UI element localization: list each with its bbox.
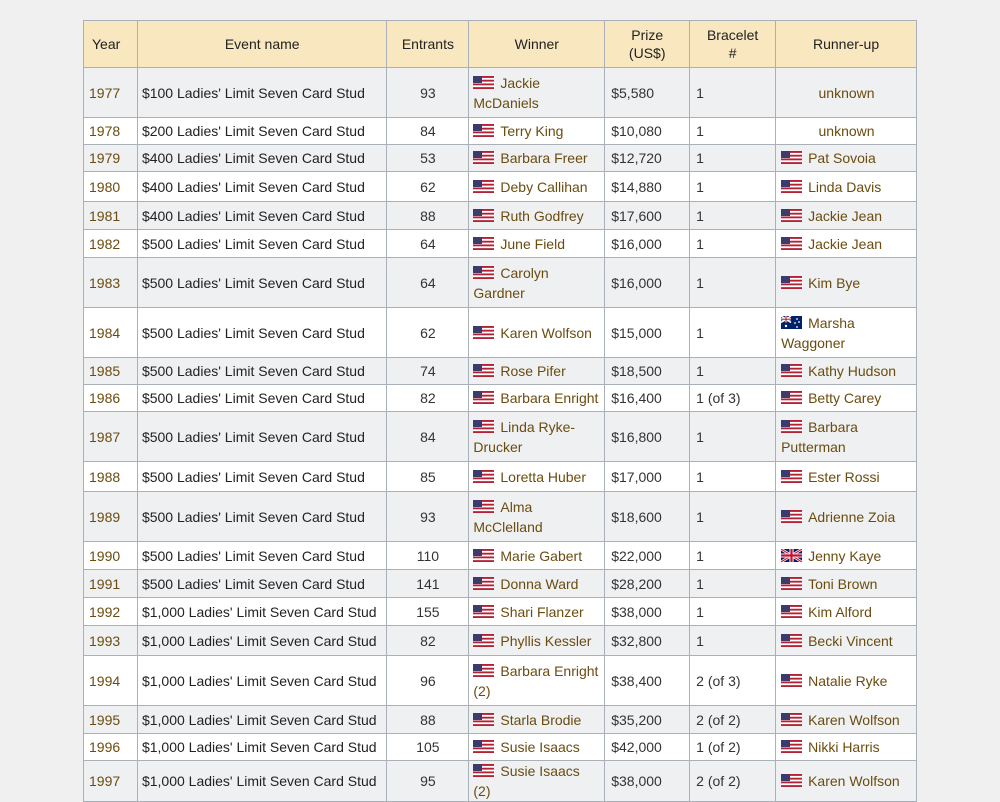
cell-winner[interactable] [469, 230, 605, 258]
us-flag-icon [781, 420, 802, 433]
cell-year: 1995 [84, 706, 138, 734]
cell-event: $1,000 Ladies' Limit Seven Card Stud [137, 626, 387, 656]
cell-event: $500 Ladies' Limit Seven Card Stud [137, 570, 387, 598]
us-flag-icon [781, 237, 802, 250]
us-flag-icon [473, 326, 494, 339]
table-row [84, 258, 917, 308]
winner-name-link[interactable]: Karen Wolfson [500, 324, 592, 341]
cell-event: $500 Ladies' Limit Seven Card Stud [137, 308, 387, 358]
header-winner: Winner [469, 21, 605, 68]
cell-winner[interactable] [469, 385, 605, 412]
cell-winner[interactable] [469, 68, 605, 118]
runner-up-name[interactable]: Toni Brown [808, 575, 878, 592]
cell-event: $500 Ladies' Limit Seven Card Stud [137, 385, 387, 412]
winner-name-link[interactable]: Jackie McDaniels [473, 74, 541, 111]
cell-year: 1991 [84, 570, 138, 598]
cell-runner-up[interactable] [776, 706, 917, 734]
winner-name-link[interactable]: Loretta Huber [500, 468, 586, 485]
cell-entrants: 93 [387, 68, 469, 118]
cell-event: $500 Ladies' Limit Seven Card Stud [137, 258, 387, 308]
us-flag-icon [473, 470, 494, 483]
runner-up-name[interactable]: Betty Carey [808, 390, 882, 406]
table-row [84, 358, 917, 385]
table-row [84, 598, 917, 626]
cell-bracelet: 1 [690, 68, 776, 118]
cell-event: $200 Ladies' Limit Seven Card Stud [137, 118, 387, 145]
cell-runner-up[interactable] [776, 172, 917, 202]
cell-entrants: 82 [387, 626, 469, 656]
cell-winner[interactable] [469, 734, 605, 761]
cell-year: 1987 [84, 412, 138, 462]
cell-prize: $18,500 [605, 358, 690, 385]
cell-bracelet: 1 [690, 412, 776, 462]
cell-year: 1984 [84, 308, 138, 358]
us-flag-icon [781, 209, 802, 222]
runner-up-name[interactable]: Kim Alford [808, 603, 872, 620]
cell-winner[interactable] [469, 172, 605, 202]
cell-winner[interactable] [469, 145, 605, 172]
runner-up-name: unknown [818, 123, 875, 139]
header-event: Event name [137, 21, 387, 68]
runner-up-name[interactable]: Jenny Kaye [808, 547, 882, 564]
cell-runner-up[interactable] [776, 412, 917, 462]
winner-name-link[interactable]: Deby Callihan [500, 178, 588, 195]
cell-prize: $38,000 [605, 761, 690, 802]
cell-year: 1996 [84, 734, 138, 761]
winner-name-link[interactable]: Barbara Enright [500, 390, 599, 406]
runner-up-name[interactable]: Adrienne Zoia [808, 508, 896, 525]
cell-prize: $28,200 [605, 570, 690, 598]
cell-event: $500 Ladies' Limit Seven Card Stud [137, 462, 387, 492]
us-flag-icon [473, 391, 494, 404]
cell-entrants: 110 [387, 542, 469, 570]
cell-entrants: 82 [387, 385, 469, 412]
header-year: Year [84, 21, 138, 68]
cell-year: 1979 [84, 145, 138, 172]
cell-bracelet: 1 [690, 626, 776, 656]
cell-bracelet: 1 [690, 172, 776, 202]
cell-winner[interactable] [469, 412, 605, 462]
cell-bracelet: 1 [690, 202, 776, 230]
cell-bracelet: 1 [690, 145, 776, 172]
runner-up-name[interactable]: Becki Vincent [808, 632, 893, 649]
us-flag-icon [473, 500, 494, 513]
cell-entrants: 88 [387, 202, 469, 230]
winner-name-link[interactable]: Ruth Godfrey [500, 207, 584, 224]
cell-bracelet: 1 [690, 230, 776, 258]
runner-up-name[interactable]: Marsha Waggoner [781, 314, 855, 351]
header-entrants: Entrants [387, 21, 469, 68]
us-flag-icon [473, 577, 494, 590]
us-flag-icon [473, 764, 494, 777]
cell-entrants: 95 [387, 761, 469, 802]
cell-winner[interactable] [469, 598, 605, 626]
header-bracelet [690, 21, 776, 68]
us-flag-icon [781, 713, 802, 726]
header-prize-line1: Prize [631, 27, 664, 43]
us-flag-icon [473, 266, 494, 279]
us-flag-icon [781, 510, 802, 523]
winner-name-link[interactable]: Susie Isaacs [500, 739, 580, 755]
winner-name-link[interactable]: June Field [500, 235, 565, 252]
cell-event: $400 Ladies' Limit Seven Card Stud [137, 145, 387, 172]
runner-up-name: unknown [818, 84, 875, 101]
us-flag-icon [781, 180, 802, 193]
au-flag-icon [781, 316, 802, 329]
cell-winner[interactable] [469, 656, 605, 706]
cell-winner[interactable] [469, 761, 605, 802]
cell-entrants: 62 [387, 308, 469, 358]
winner-name-link[interactable]: Shari Flanzer [500, 603, 584, 620]
us-flag-icon [473, 151, 494, 164]
cell-runner-up[interactable] [776, 734, 917, 761]
table-row [84, 706, 917, 734]
runner-up-name[interactable]: Barbara Putterman [781, 418, 858, 455]
us-flag-icon [781, 634, 802, 647]
us-flag-icon [781, 470, 802, 483]
table-row [84, 492, 917, 542]
cell-event: $500 Ladies' Limit Seven Card Stud [137, 412, 387, 462]
runner-up-name[interactable]: Kathy Hudson [808, 363, 897, 379]
cell-runner-up[interactable] [776, 542, 917, 570]
us-flag-icon [473, 237, 494, 250]
runner-up-name[interactable]: Karen Wolfson [808, 711, 900, 728]
cell-prize: $32,800 [605, 626, 690, 656]
cell-year: 1986 [84, 385, 138, 412]
cell-winner[interactable] [469, 492, 605, 542]
winner-name-link[interactable]: Phyllis Kessler [500, 632, 592, 649]
us-flag-icon [473, 713, 494, 726]
cell-entrants: 141 [387, 570, 469, 598]
cell-year: 1993 [84, 626, 138, 656]
cell-runner-up[interactable] [776, 145, 917, 172]
cell-year: 1988 [84, 462, 138, 492]
cell-runner-up[interactable] [776, 358, 917, 385]
winner-name-link[interactable]: Terry King [500, 123, 564, 139]
table-row [84, 761, 917, 802]
cell-entrants: 64 [387, 258, 469, 308]
cell-bracelet: 2 (of 2) [690, 761, 776, 802]
cell-bracelet: 1 [690, 118, 776, 145]
table-row [84, 230, 917, 258]
cell-runner-up[interactable] [776, 598, 917, 626]
cell-winner[interactable] [469, 358, 605, 385]
cell-prize: $16,000 [605, 258, 690, 308]
us-flag-icon [781, 364, 802, 377]
cell-entrants: 62 [387, 172, 469, 202]
cell-prize: $14,880 [605, 172, 690, 202]
cell-runner-up[interactable] [776, 258, 917, 308]
winner-name-link[interactable]: Rose Pifer [500, 363, 566, 379]
cell-prize: $42,000 [605, 734, 690, 761]
cell-runner-up[interactable] [776, 385, 917, 412]
table-row [84, 656, 917, 706]
cell-prize: $38,000 [605, 598, 690, 626]
us-flag-icon [473, 76, 494, 89]
header-prize-line2: (US$) [628, 45, 666, 61]
cell-prize: $16,000 [605, 230, 690, 258]
cell-year: 1977 [84, 68, 138, 118]
runner-up-name[interactable]: Jackie Jean [808, 207, 883, 224]
table-row [84, 626, 917, 656]
table-row [84, 462, 917, 492]
cell-event: $500 Ladies' Limit Seven Card Stud [137, 230, 387, 258]
cell-runner-up[interactable] [776, 462, 917, 492]
us-flag-icon [473, 605, 494, 618]
cell-runner-up[interactable] [776, 492, 917, 542]
header-row [84, 21, 917, 68]
cell-event: $100 Ladies' Limit Seven Card Stud [137, 68, 387, 118]
results-table [83, 20, 917, 802]
cell-winner[interactable] [469, 202, 605, 230]
cell-prize: $22,000 [605, 542, 690, 570]
runner-up-name[interactable]: Karen Wolfson [808, 773, 900, 789]
table-row [84, 385, 917, 412]
cell-bracelet: 1 [690, 258, 776, 308]
us-flag-icon [473, 124, 494, 137]
cell-year: 1982 [84, 230, 138, 258]
cell-runner-up [776, 118, 917, 145]
cell-bracelet: 1 (of 3) [690, 385, 776, 412]
cell-bracelet: 1 (of 2) [690, 734, 776, 761]
cell-prize: $35,200 [605, 706, 690, 734]
cell-winner[interactable] [469, 462, 605, 492]
cell-event: $1,000 Ladies' Limit Seven Card Stud [137, 734, 387, 761]
cell-entrants: 155 [387, 598, 469, 626]
winner-name-link[interactable]: Barbara Enright (2) [473, 662, 599, 699]
table-row [84, 68, 917, 118]
cell-runner-up[interactable] [776, 626, 917, 656]
cell-bracelet: 1 [690, 462, 776, 492]
cell-entrants: 84 [387, 118, 469, 145]
table-body [84, 68, 917, 802]
cell-winner[interactable] [469, 118, 605, 145]
cell-winner[interactable] [469, 258, 605, 308]
cell-year: 1978 [84, 118, 138, 145]
cell-year: 1990 [84, 542, 138, 570]
us-flag-icon [473, 634, 494, 647]
cell-year: 1997 [84, 761, 138, 802]
table-row [84, 412, 917, 462]
cell-winner[interactable] [469, 626, 605, 656]
cell-entrants: 96 [387, 656, 469, 706]
winner-name-link[interactable]: Linda Ryke-Drucker [473, 418, 576, 455]
cell-prize: $38,400 [605, 656, 690, 706]
runner-up-name[interactable]: Natalie Ryke [808, 672, 888, 689]
us-flag-icon [473, 420, 494, 433]
cell-year: 1994 [84, 656, 138, 706]
table-row [84, 172, 917, 202]
winner-name-link[interactable]: Marie Gabert [500, 547, 583, 564]
us-flag-icon [473, 549, 494, 562]
cell-event: $400 Ladies' Limit Seven Card Stud [137, 202, 387, 230]
cell-entrants: 85 [387, 462, 469, 492]
cell-winner[interactable] [469, 308, 605, 358]
cell-event: $400 Ladies' Limit Seven Card Stud [137, 172, 387, 202]
cell-bracelet: 1 [690, 358, 776, 385]
cell-runner-up [776, 68, 917, 118]
table-row [84, 734, 917, 761]
cell-entrants: 105 [387, 734, 469, 761]
runner-up-name[interactable]: Pat Sovoia [808, 150, 876, 166]
cell-prize: $10,080 [605, 118, 690, 145]
cell-bracelet: 1 [690, 542, 776, 570]
us-flag-icon [781, 605, 802, 618]
header-bracelet-line2: # [728, 45, 737, 61]
header-prize [605, 21, 690, 68]
us-flag-icon [781, 674, 802, 687]
cell-event: $1,000 Ladies' Limit Seven Card Stud [137, 656, 387, 706]
cell-prize: $17,000 [605, 462, 690, 492]
cell-prize: $12,720 [605, 145, 690, 172]
cell-entrants: 53 [387, 145, 469, 172]
cell-winner[interactable] [469, 570, 605, 598]
us-flag-icon [781, 276, 802, 289]
cell-prize: $17,600 [605, 202, 690, 230]
cell-prize: $16,800 [605, 412, 690, 462]
us-flag-icon [473, 209, 494, 222]
header-runner-up: Runner-up [776, 21, 917, 68]
table-row [84, 202, 917, 230]
cell-runner-up[interactable] [776, 570, 917, 598]
winner-name-link[interactable]: Barbara Freer [500, 150, 588, 166]
cell-entrants: 74 [387, 358, 469, 385]
winner-name-link[interactable]: Carolyn Gardner [473, 264, 549, 301]
cell-entrants: 64 [387, 230, 469, 258]
cell-year: 1981 [84, 202, 138, 230]
table-row [84, 308, 917, 358]
cell-entrants: 88 [387, 706, 469, 734]
cell-year: 1980 [84, 172, 138, 202]
table-row [84, 118, 917, 145]
cell-prize: $15,000 [605, 308, 690, 358]
table-row [84, 542, 917, 570]
cell-bracelet: 1 [690, 570, 776, 598]
winner-name-link[interactable]: Susie Isaacs (2) [473, 763, 580, 799]
cell-bracelet: 2 (of 2) [690, 706, 776, 734]
table-row [84, 145, 917, 172]
us-flag-icon [473, 740, 494, 753]
cell-event: $1,000 Ladies' Limit Seven Card Stud [137, 761, 387, 802]
cell-entrants: 84 [387, 412, 469, 462]
us-flag-icon [473, 364, 494, 377]
cell-year: 1985 [84, 358, 138, 385]
runner-up-name[interactable]: Nikki Harris [808, 739, 880, 755]
us-flag-icon [781, 577, 802, 590]
cell-bracelet: 1 [690, 492, 776, 542]
us-flag-icon [781, 151, 802, 164]
cell-bracelet: 1 [690, 598, 776, 626]
us-flag-icon [473, 664, 494, 677]
us-flag-icon [781, 774, 802, 787]
winner-name-link[interactable]: Donna Ward [500, 575, 579, 592]
cell-prize: $5,580 [605, 68, 690, 118]
cell-bracelet: 2 (of 3) [690, 656, 776, 706]
cell-entrants: 93 [387, 492, 469, 542]
cell-winner[interactable] [469, 542, 605, 570]
header-bracelet-line1: Bracelet [706, 27, 759, 43]
cell-event: $500 Ladies' Limit Seven Card Stud [137, 358, 387, 385]
cell-event: $1,000 Ladies' Limit Seven Card Stud [137, 598, 387, 626]
cell-prize: $16,400 [605, 385, 690, 412]
us-flag-icon [781, 740, 802, 753]
table-row [84, 570, 917, 598]
us-flag-icon [473, 180, 494, 193]
cell-prize: $18,600 [605, 492, 690, 542]
cell-runner-up[interactable] [776, 230, 917, 258]
cell-year: 1989 [84, 492, 138, 542]
cell-year: 1992 [84, 598, 138, 626]
runner-up-name[interactable]: Kim Bye [808, 274, 861, 291]
cell-event: $500 Ladies' Limit Seven Card Stud [137, 542, 387, 570]
cell-event: $500 Ladies' Limit Seven Card Stud [137, 492, 387, 542]
cell-bracelet: 1 [690, 308, 776, 358]
cell-winner[interactable] [469, 706, 605, 734]
cell-runner-up[interactable] [776, 656, 917, 706]
cell-runner-up[interactable] [776, 202, 917, 230]
us-flag-icon [781, 391, 802, 404]
cell-runner-up[interactable] [776, 308, 917, 358]
winner-name-link[interactable]: Starla Brodie [500, 711, 582, 728]
cell-runner-up[interactable] [776, 761, 917, 802]
runner-up-name[interactable]: Jackie Jean [808, 235, 883, 252]
cell-event: $1,000 Ladies' Limit Seven Card Stud [137, 706, 387, 734]
cell-year: 1983 [84, 258, 138, 308]
runner-up-name[interactable]: Linda Davis [808, 178, 882, 195]
winner-name-link[interactable]: Alma McClelland [473, 498, 543, 535]
uk-flag-icon [781, 549, 802, 562]
runner-up-name[interactable]: Ester Rossi [808, 468, 880, 485]
